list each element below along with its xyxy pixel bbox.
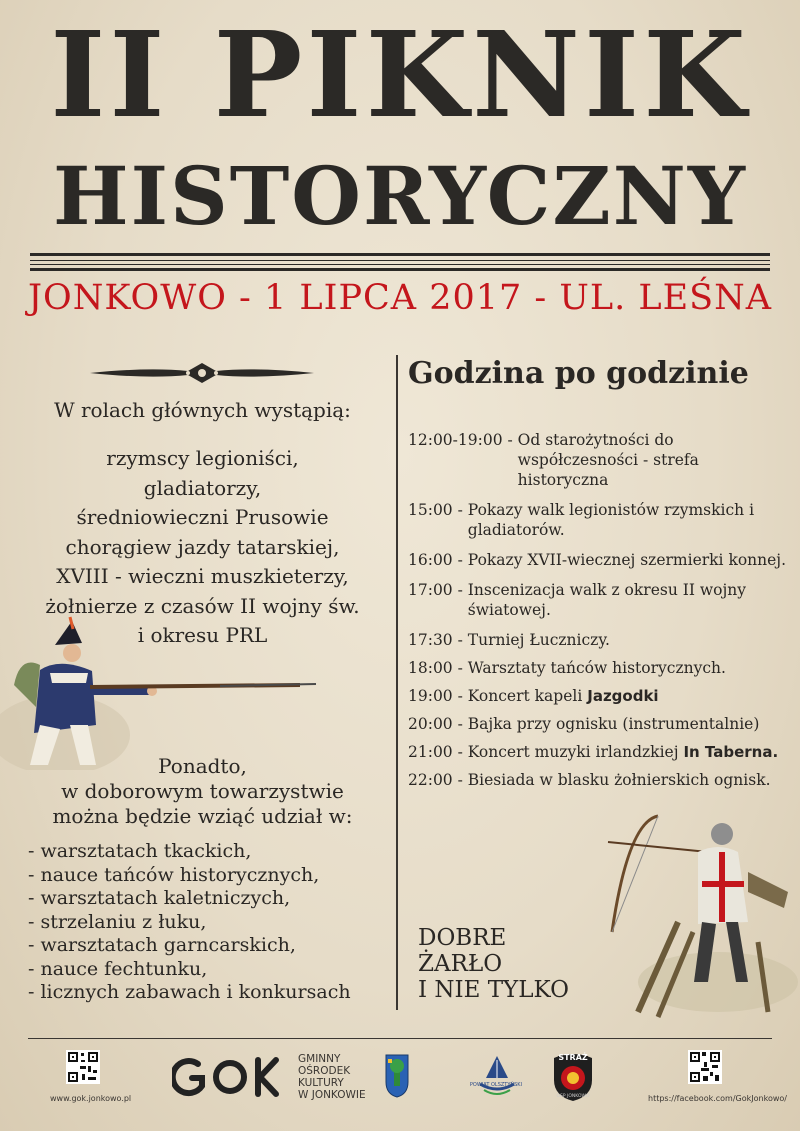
- schedule-item: [408, 742, 793, 762]
- schedule-separator: -: [452, 659, 468, 677]
- activity-item: - warsztatach kaletniczych,: [28, 887, 291, 909]
- title-line1: II PIKNIK: [50, 5, 750, 144]
- activity-item: - warsztatach tkackich,: [28, 840, 252, 862]
- schedule-description: [468, 658, 793, 678]
- activity-item: - nauce tańców historycznych,: [28, 863, 320, 886]
- schedule-description-text: Pokazy walk legionistów rzymskich i gladiatorów.: [467, 501, 755, 539]
- schedule-time: 21:00: [408, 743, 453, 761]
- roles-lead: W rolach głównych wystąpią:: [54, 398, 351, 422]
- role-item: XVIII - wieczni muszkieterzy,: [56, 564, 349, 588]
- schedule-description: [468, 714, 793, 734]
- schedule-description-text: Turniej Łuczniczy.: [467, 631, 610, 649]
- extra-line: w doborowym towarzystwie: [61, 779, 344, 803]
- gok-name-line: OŚRODEK: [298, 1065, 351, 1077]
- gok-full-name: [298, 1053, 366, 1101]
- activity-item: - warsztatach garncarskich,: [28, 934, 296, 956]
- schedule-item: [408, 658, 793, 678]
- schedule-description: [468, 500, 793, 540]
- schedule-separator: -: [452, 715, 468, 733]
- activity-item: - nauce fechtunku,: [28, 957, 208, 980]
- schedule-performer: Jazgodki: [587, 687, 659, 705]
- schedule-title: Godzina po godzinie: [408, 356, 749, 391]
- schedule-item: [408, 686, 793, 706]
- fire-brigade-label: STRAŻ: [558, 1053, 588, 1062]
- jonkowo-crest-icon: [385, 1054, 409, 1098]
- schedule-description: [468, 580, 793, 620]
- gok-name-line: GMINNY: [298, 1053, 341, 1065]
- schedule-time: 15:00: [408, 501, 453, 519]
- schedule-description: [518, 430, 793, 490]
- schedule-description-text: Od starożytności do współczesności - strefa historyczna: [517, 431, 699, 489]
- schedule-description-text: Warsztaty tańców historycznych.: [467, 659, 726, 677]
- title-rule-bottom: [30, 268, 770, 271]
- extra-line: można będzie wziąć udział w:: [52, 804, 353, 828]
- schedule-separator: -: [452, 581, 468, 599]
- schedule-description: [468, 630, 793, 650]
- role-item: rzymscy legioniści,: [106, 446, 299, 470]
- schedule-description: [468, 742, 793, 762]
- schedule-separator: -: [502, 431, 518, 449]
- ornament-divider: [88, 359, 316, 387]
- food-note-line: ŻARŁO: [418, 951, 503, 977]
- qr-code-right[interactable]: [688, 1050, 722, 1084]
- schedule-time: 12:00-19:00: [408, 431, 503, 449]
- title-rule-thin-2: [30, 264, 770, 265]
- schedule-item: [408, 430, 793, 490]
- schedule-description-text: Koncert kapeli: [467, 687, 588, 705]
- role-item: żołnierze z czasów II wojny św.: [45, 593, 360, 618]
- roles-section: [0, 396, 405, 424]
- schedule-item: [408, 580, 793, 620]
- role-item: gladiatorzy,: [143, 475, 262, 500]
- schedule-performer: In Taberna.: [683, 743, 779, 761]
- schedule-time: 17:00: [408, 581, 453, 599]
- schedule-separator: -: [452, 687, 468, 705]
- activity-item: - licznych zabawach i konkursach: [28, 981, 351, 1003]
- schedule-description-text: Inscenizacja walk z okresu II wojny światowej.: [467, 581, 747, 619]
- schedule-separator: -: [452, 771, 468, 789]
- schedule-time: 19:00: [408, 687, 453, 705]
- title-rule-thin-1: [30, 260, 770, 261]
- title-rule-top: [30, 253, 770, 256]
- column-divider: [396, 355, 398, 1010]
- gok-logo: [172, 1054, 290, 1100]
- schedule-time: 20:00: [408, 715, 453, 733]
- schedule-time: 22:00: [408, 771, 453, 789]
- schedule-time: 18:00: [408, 659, 453, 677]
- gok-name-line: W JONKOWIE: [298, 1089, 366, 1101]
- schedule-description-text: Koncert muzyki irlandzkiej: [467, 743, 684, 761]
- schedule-description: [468, 770, 793, 790]
- schedule-description-text: Biesiada w blasku żołnierskich ognisk.: [467, 771, 771, 789]
- extra-activities-intro: [0, 754, 405, 829]
- event-date-location: JONKOWO - 1 LIPCA 2017 - UL. LEŚNA: [28, 278, 772, 318]
- schedule-item: [408, 714, 793, 734]
- musketeer-illustration: [0, 615, 320, 770]
- qr-code-left[interactable]: [66, 1050, 100, 1084]
- schedule-time: 16:00: [408, 551, 453, 569]
- food-note-line: DOBRE: [418, 925, 507, 951]
- footer-divider: [28, 1038, 772, 1039]
- food-note-line: I NIE TYLKO: [418, 977, 569, 1003]
- fire-brigade-sublabel: OSP JONKOWO: [556, 1094, 590, 1099]
- role-item: średniowieczni Prusowie: [76, 505, 329, 529]
- schedule-separator: -: [452, 631, 468, 649]
- schedule-time: 17:30: [408, 631, 453, 649]
- schedule-description: [468, 550, 793, 570]
- schedule-item: [408, 500, 793, 540]
- schedule-description-text: Pokazy XVII-wiecznej szermierki konnej.: [467, 551, 787, 569]
- gok-name-line: KULTURY: [298, 1077, 344, 1089]
- schedule-separator: -: [452, 743, 468, 761]
- schedule-separator: -: [452, 501, 468, 519]
- website-url[interactable]: www.gok.jonkowo.pl: [50, 1094, 132, 1103]
- activities-list: [28, 840, 398, 1005]
- powiat-label: POWIAT OLSZTYŃSKI: [469, 1082, 523, 1088]
- schedule-description: [468, 686, 793, 706]
- schedule-description-text: Bajka przy ognisku (instrumentalnie): [467, 715, 760, 733]
- extra-line: Ponadto,: [158, 754, 247, 778]
- role-item: i okresu PRL: [137, 623, 268, 647]
- facebook-url[interactable]: https://facebook.com/GokJonkowo/: [648, 1094, 787, 1103]
- schedule-item: [408, 770, 793, 790]
- archer-illustration: [598, 812, 798, 1022]
- role-item: chorągiew jazdy tatarskiej,: [65, 534, 340, 559]
- schedule-separator: -: [452, 551, 468, 569]
- food-note: [418, 925, 569, 1003]
- schedule-item: [408, 630, 793, 650]
- powiat-olsztynski-logo: [474, 1054, 520, 1098]
- schedule-item: [408, 550, 793, 570]
- schedule-list: [408, 430, 793, 798]
- activity-item: - strzelaniu z łuku,: [28, 910, 207, 933]
- title-line2: HISTORYCZNY: [52, 149, 748, 243]
